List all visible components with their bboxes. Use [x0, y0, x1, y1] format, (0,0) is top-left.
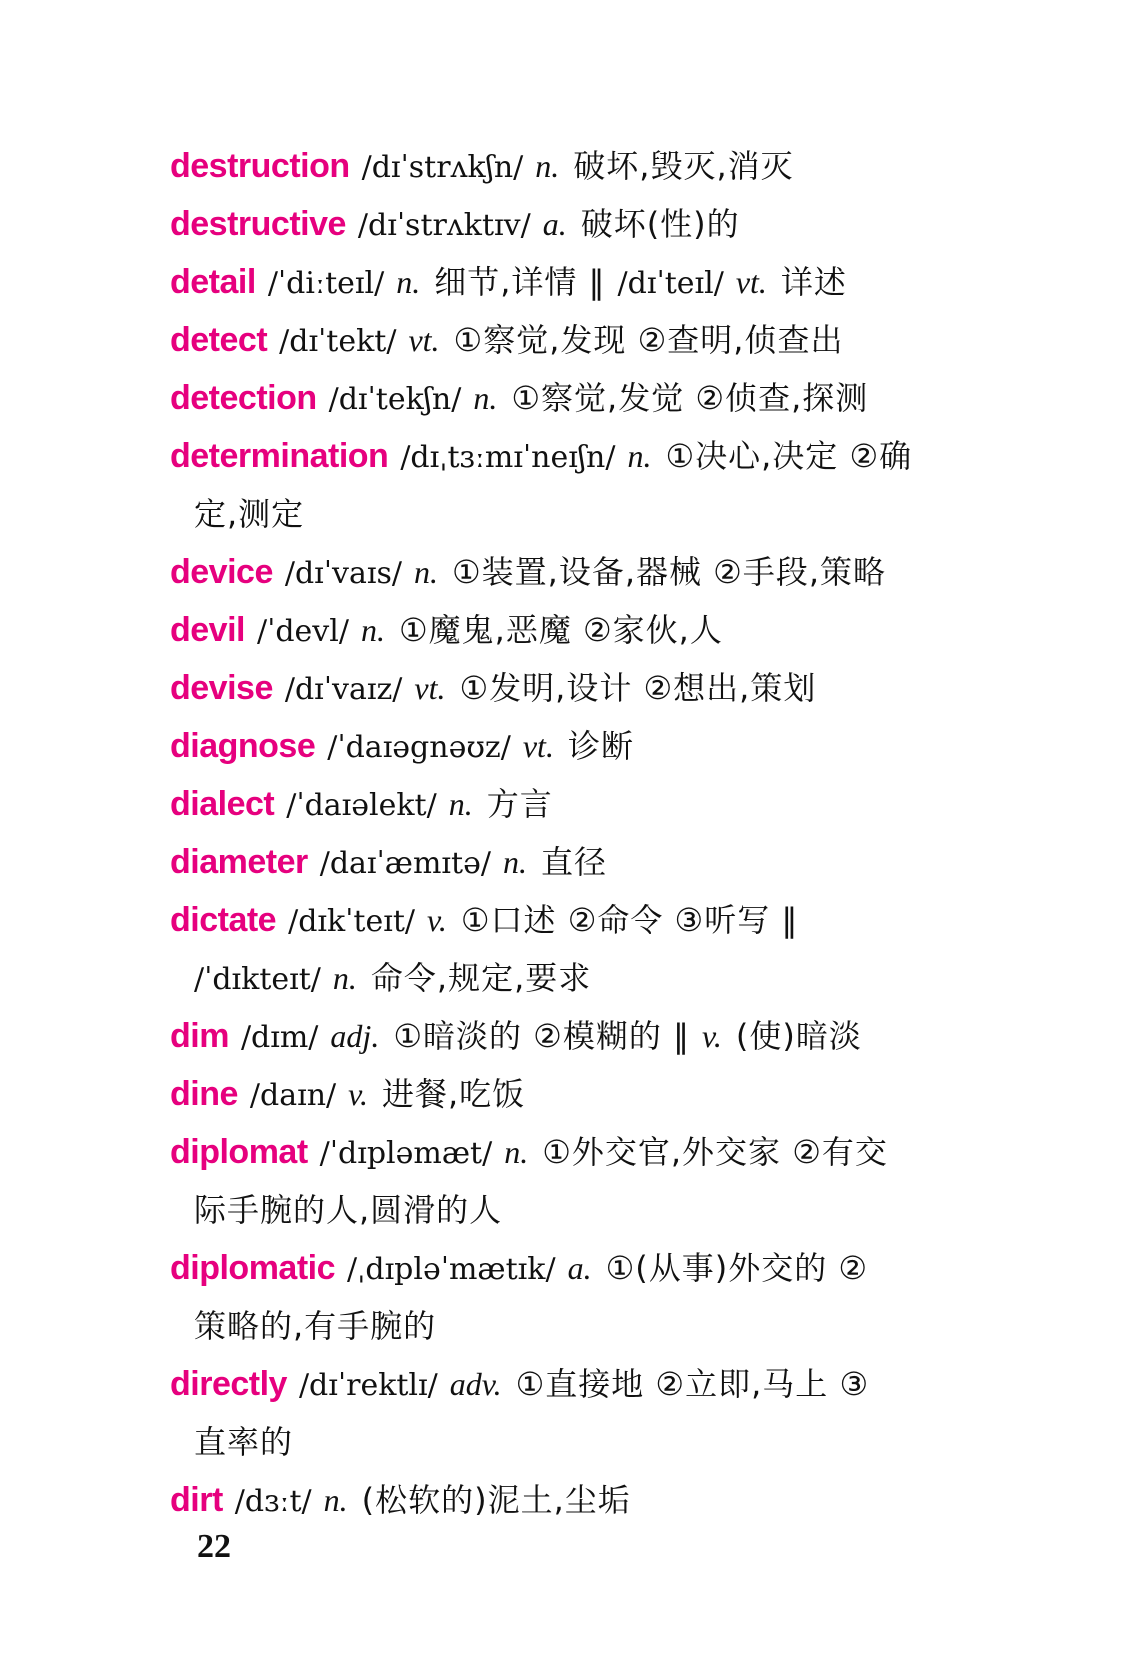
headword: device: [170, 553, 273, 591]
dictionary-entry: [170, 1239, 970, 1355]
entry-continuation-line: [170, 1413, 970, 1471]
dictionary-entry: [170, 311, 970, 369]
pronunciation: /dɪˈstrʌkʃn/: [361, 150, 524, 185]
entry-line: [170, 1065, 970, 1123]
headword: diameter: [170, 843, 308, 881]
dictionary-entry: [170, 369, 970, 427]
entry-continuation-line: [170, 485, 970, 543]
definition: 方言: [486, 785, 553, 823]
headword: diagnose: [170, 727, 316, 765]
entry-line: [170, 601, 970, 659]
definition: 诊断: [567, 727, 634, 765]
definition: ①(从事)外交的 ②: [605, 1249, 869, 1287]
part-of-speech: n.: [332, 960, 357, 996]
dictionary-entry: [170, 775, 970, 833]
part-of-speech: a.: [542, 206, 567, 242]
pronunciation: /dɪkˈteɪt/: [288, 904, 415, 939]
entry-line: [170, 137, 970, 195]
entry-line: [170, 311, 970, 369]
definition: ①直接地 ②立即,马上 ③: [515, 1365, 870, 1403]
pronunciation: /dɪˈvaɪs/: [284, 556, 402, 591]
pronunciation: /ˈdaɪəlekt/: [286, 788, 437, 823]
entry-line: [170, 1239, 970, 1297]
definition: 际手腕的人,圆滑的人: [194, 1191, 503, 1229]
dictionary-entry: [170, 833, 970, 891]
part-of-speech: n.: [323, 1482, 348, 1518]
part-of-speech: a.: [567, 1250, 592, 1286]
part-of-speech: n.: [504, 1134, 529, 1170]
part-of-speech: n.: [396, 264, 421, 300]
pronunciation: /daɪˈæmɪtə/: [319, 846, 491, 881]
pronunciation: /dɪˈvaɪz/: [284, 672, 403, 707]
headword: devil: [170, 611, 245, 649]
entry-continuation-line: [170, 1297, 970, 1355]
dictionary-entry: [170, 1065, 970, 1123]
headword: diplomatic: [170, 1249, 336, 1287]
headword: detect: [170, 321, 268, 359]
headword: dialect: [170, 785, 275, 823]
definition: 定,测定: [194, 495, 305, 533]
entry-line: [170, 195, 970, 253]
entry-continuation-line: [170, 1181, 970, 1239]
definition: 进餐,吃饭: [381, 1075, 526, 1113]
entry-line: [170, 427, 970, 485]
pronunciation: /daɪn/: [249, 1078, 337, 1113]
part-of-speech: v.: [702, 1018, 722, 1054]
part-of-speech: adv.: [449, 1366, 502, 1402]
headword: destruction: [170, 147, 350, 185]
definition: (使)暗淡: [735, 1017, 862, 1055]
definition: ①口述 ②命令 ③听写 ‖: [460, 901, 799, 939]
definition: 详述: [780, 263, 847, 301]
part-of-speech: n.: [535, 148, 560, 184]
headword: determination: [170, 437, 389, 475]
definition: 破坏,毁灭,消灭: [573, 147, 794, 185]
dictionary-entry: [170, 601, 970, 659]
headword: destructive: [170, 205, 346, 243]
dictionary-entry: [170, 1355, 970, 1471]
entry-line: [170, 775, 970, 833]
part-of-speech: n.: [360, 612, 385, 648]
headword: detail: [170, 263, 256, 301]
part-of-speech: n.: [502, 844, 527, 880]
dictionary-entry: [170, 195, 970, 253]
pronunciation: /dɪˈstrʌktɪv/: [357, 208, 531, 243]
entry-list: [170, 137, 970, 1529]
pronunciation: /dɪˈrektlɪ/: [298, 1368, 438, 1403]
pronunciation: /dɪˈteɪl/: [617, 266, 724, 301]
entry-line: [170, 1007, 970, 1065]
entry-line: [170, 543, 970, 601]
entry-line: [170, 253, 970, 311]
entry-line: [170, 1123, 970, 1181]
part-of-speech: v.: [427, 902, 447, 938]
definition: ①暗淡的 ②模糊的 ‖: [393, 1017, 691, 1055]
pronunciation: /dɪˈtekt/: [279, 324, 397, 359]
dictionary-entry: [170, 253, 970, 311]
definition: ①发明,设计 ②想出,策划: [459, 669, 817, 707]
definition: 策略的,有手腕的: [194, 1307, 437, 1345]
pronunciation: /ˈdɪpləmæt/: [319, 1136, 493, 1171]
dictionary-entry: [170, 659, 970, 717]
definition: ①装置,设备,器械 ②手段,策略: [451, 553, 887, 591]
part-of-speech: vt.: [408, 322, 440, 358]
pronunciation: /ˈdaɪəgnəʊz/: [327, 730, 511, 765]
headword: diplomat: [170, 1133, 308, 1171]
entry-line: [170, 659, 970, 717]
headword: dim: [170, 1017, 229, 1055]
headword: detection: [170, 379, 317, 417]
definition: 直径: [540, 843, 607, 881]
definition: (松软的)泥土,尘垢: [361, 1481, 631, 1519]
dictionary-entry: [170, 891, 970, 1007]
part-of-speech: n.: [627, 438, 652, 474]
dictionary-entry: [170, 717, 970, 775]
entry-line: [170, 891, 970, 949]
headword: dirt: [170, 1481, 223, 1519]
pronunciation: /ˈdevl/: [256, 614, 349, 649]
pronunciation: /dɪˈtekʃn/: [328, 382, 462, 417]
dictionary-entry: [170, 427, 970, 543]
page-number: 22: [197, 1528, 231, 1565]
definition: 破坏(性)的: [580, 205, 740, 243]
definition: 直率的: [194, 1423, 294, 1461]
entry-line: [170, 369, 970, 427]
pronunciation: /ˈdiːteɪl/: [267, 266, 385, 301]
headword: dine: [170, 1075, 238, 1113]
headword: dictate: [170, 901, 277, 939]
part-of-speech: adj.: [330, 1018, 380, 1054]
part-of-speech: n.: [413, 554, 438, 590]
part-of-speech: vt.: [414, 670, 446, 706]
part-of-speech: v.: [348, 1076, 368, 1112]
headword: directly: [170, 1365, 287, 1403]
pronunciation: /dɜːt/: [234, 1484, 312, 1519]
pronunciation: /dɪm/: [240, 1020, 319, 1055]
definition: ①决心,决定 ②确: [665, 437, 913, 475]
definition: 命令,规定,要求: [370, 959, 592, 997]
dictionary-entry: [170, 1471, 970, 1529]
entry-line: [170, 717, 970, 775]
definition: ①魔鬼,恶魔 ②家伙,人: [398, 611, 723, 649]
definition: ①察觉,发觉 ②侦查,探测: [511, 379, 869, 417]
pronunciation: /ˈdɪkteɪt/: [194, 962, 321, 997]
part-of-speech: n.: [448, 786, 473, 822]
part-of-speech: n.: [473, 380, 498, 416]
definition: ①外交官,外交家 ②有交: [542, 1133, 888, 1171]
headword: devise: [170, 669, 273, 707]
entry-line: [170, 1471, 970, 1529]
part-of-speech: vt.: [522, 728, 554, 764]
part-of-speech: vt.: [735, 264, 767, 300]
dictionary-entry: [170, 1007, 970, 1065]
dictionary-entry: [170, 543, 970, 601]
entry-line: [170, 833, 970, 891]
definition: ①察觉,发现 ②查明,侦查出: [453, 321, 844, 359]
dictionary-entry: [170, 137, 970, 195]
pronunciation: /dɪˌtɜːmɪˈneɪʃn/: [400, 440, 616, 475]
entry-line: [170, 1355, 970, 1413]
definition: 细节,详情 ‖: [434, 263, 606, 301]
entry-continuation-line: [170, 949, 970, 1007]
pronunciation: /ˌdɪpləˈmætɪk/: [347, 1252, 556, 1287]
dictionary-entry: [170, 1123, 970, 1239]
